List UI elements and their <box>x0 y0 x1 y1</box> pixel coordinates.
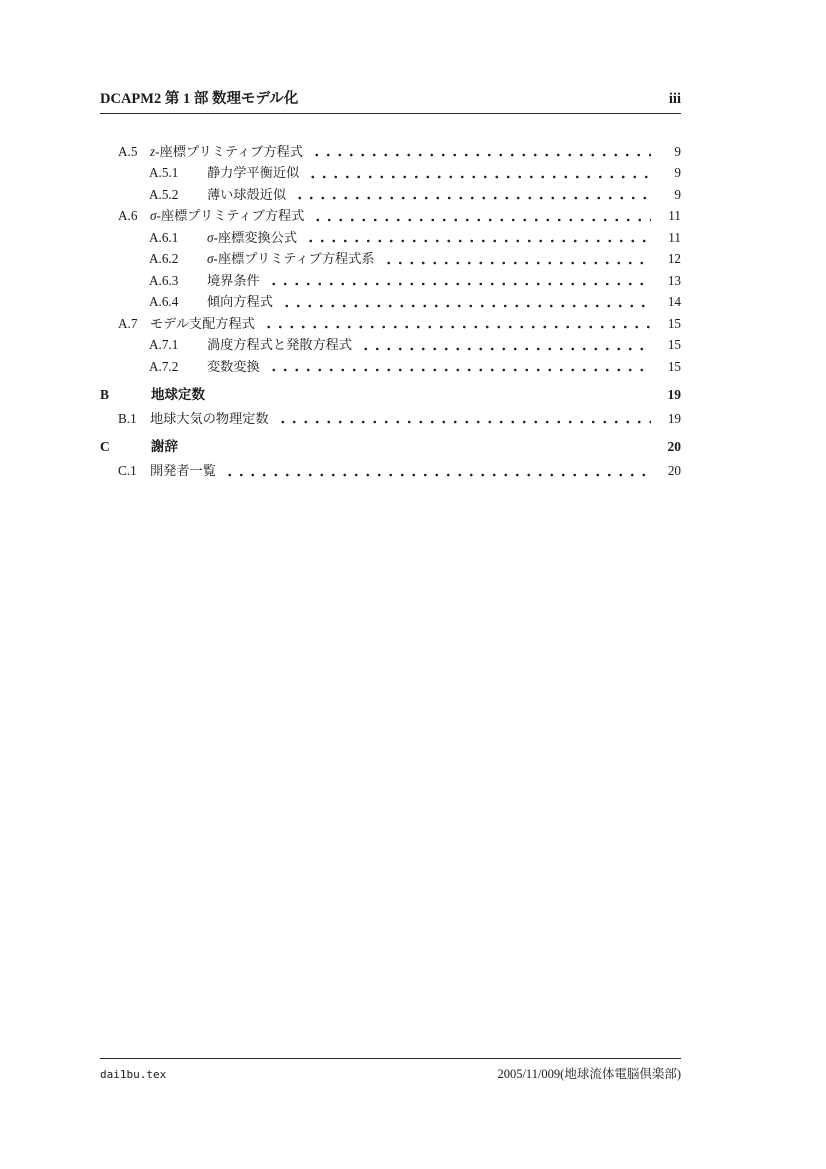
toc-entry-title: モデル支配方程式 <box>150 315 255 331</box>
toc-entry-page: 20 <box>667 439 681 455</box>
dot-leader <box>281 291 651 312</box>
toc-entry-title: 開発者一覧 <box>150 463 216 479</box>
toc-entry <box>100 270 681 291</box>
toc-entry-number: A.6.1 <box>149 229 179 245</box>
toc-entry <box>100 248 681 269</box>
toc-entry <box>100 291 681 312</box>
toc-entry-title: 変数変換 <box>207 358 260 374</box>
toc-entry-page: 19 <box>667 386 681 402</box>
dot-leader <box>312 205 651 226</box>
page-footer <box>100 1058 681 1082</box>
dot-leader <box>383 248 651 269</box>
dot-leader <box>360 334 651 355</box>
header-title: DCAPM2 第 1 部 数理モデル化 <box>100 91 299 107</box>
toc-entry-page: 12 <box>667 251 681 267</box>
toc-entry-title: z-座標プリミティブ方程式 <box>150 144 304 159</box>
toc-entry-title: σ-座標変換公式 <box>207 229 298 245</box>
toc-entry <box>100 313 681 334</box>
toc-entry-number: A.5.1 <box>149 165 179 181</box>
toc-entry <box>100 184 681 205</box>
toc-entry-title: 静力学平衡近似 <box>207 165 300 181</box>
toc-entry-page: 14 <box>667 294 681 310</box>
toc-entry <box>100 205 681 226</box>
toc-entry-number: A.7 <box>118 315 138 331</box>
toc-entry-number: A.7.1 <box>149 337 179 353</box>
toc-entry-number: C.1 <box>118 463 137 479</box>
header-page-number: iii <box>668 91 681 107</box>
dot-leader <box>307 162 651 183</box>
toc-entry-number: A.6.4 <box>149 294 179 310</box>
toc-entry-title: 地球定数 <box>151 386 205 402</box>
dot-leader <box>305 227 651 248</box>
dot-leader <box>268 270 651 291</box>
math-italic-prefix: σ <box>207 229 214 245</box>
dot-leader <box>311 141 651 162</box>
math-italic-prefix: σ <box>150 208 157 224</box>
table-of-contents <box>100 141 681 482</box>
toc-entry-page: 19 <box>667 410 681 426</box>
dot-leader <box>224 460 651 481</box>
toc-entry-title: 薄い球殻近似 <box>207 186 287 202</box>
toc-entry <box>100 162 681 183</box>
toc-entry <box>100 356 681 377</box>
toc-entry-number: A.7.2 <box>149 358 179 374</box>
dot-leader <box>294 184 651 205</box>
toc-entry-title: 渦度方程式と発散方程式 <box>207 337 353 353</box>
toc-entry-number: B.1 <box>118 410 137 426</box>
toc-entry-title: 地球大気の物理定数 <box>150 410 269 426</box>
dot-leader <box>213 384 651 406</box>
toc-entry-page: 20 <box>667 463 681 479</box>
toc-entry-title: σ-座標プリミティブ方程式系 <box>207 251 375 267</box>
toc-entry-page: 15 <box>667 315 681 331</box>
toc-entry <box>100 141 681 162</box>
footer-filename: dai1bu.tex <box>100 1068 167 1081</box>
toc-entry-page: 15 <box>667 358 681 374</box>
toc-entry <box>100 384 681 406</box>
toc-entry-page: 11 <box>668 229 681 245</box>
toc-entry <box>100 460 681 481</box>
toc-entry-page: 13 <box>667 272 681 288</box>
toc-entry-number: A.5 <box>118 144 138 159</box>
dot-leader <box>268 356 651 377</box>
toc-entry-title: 傾向方程式 <box>207 294 273 310</box>
toc-entry-title: 謝辞 <box>151 439 178 455</box>
toc-entry-number: A.5.2 <box>149 186 179 202</box>
toc-entry-number: C <box>100 439 110 455</box>
toc-entry <box>100 408 681 429</box>
dot-leader <box>277 408 651 429</box>
toc-entry <box>100 436 681 458</box>
toc-entry-number: A.6.2 <box>149 251 179 267</box>
toc-entry-title: σ-座標プリミティブ方程式 <box>150 208 305 224</box>
toc-entry-number: A.6.3 <box>149 272 179 288</box>
dot-leader <box>263 313 651 334</box>
footer-date: 2005/11/009(地球流体電脳倶楽部) <box>497 1067 681 1081</box>
toc-entry-page: 9 <box>674 144 681 159</box>
dot-leader <box>186 436 651 458</box>
toc-entry-title: 境界条件 <box>207 272 260 288</box>
toc-entry-number: A.6 <box>118 208 138 224</box>
toc-entry <box>100 334 681 355</box>
toc-entry-page: 11 <box>668 208 681 224</box>
running-header <box>100 92 681 114</box>
toc-entry-page: 9 <box>674 186 681 202</box>
toc-entry <box>100 227 681 248</box>
toc-entry-page: 9 <box>674 165 681 181</box>
toc-entry-page: 15 <box>667 337 681 353</box>
math-italic-prefix: σ <box>207 251 214 267</box>
toc-entry-number: B <box>100 386 110 402</box>
math-italic-prefix: z <box>150 144 156 159</box>
